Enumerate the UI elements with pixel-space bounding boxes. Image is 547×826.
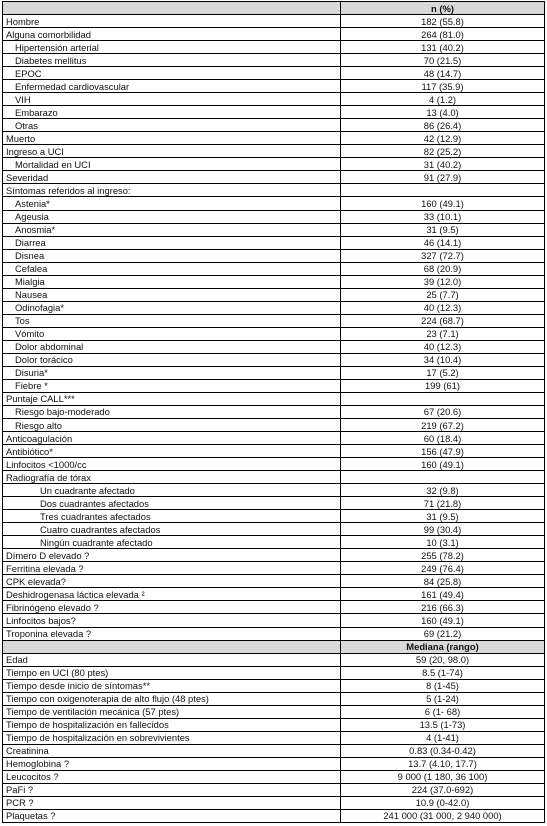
row-label: Fiebre * xyxy=(3,379,341,392)
row-value: 255 (78.2) xyxy=(341,549,545,562)
row-label: Anosmia* xyxy=(3,223,341,236)
row-label: Embarazo xyxy=(3,106,341,119)
row-label: Antibiótico* xyxy=(3,445,341,458)
table-row xyxy=(3,575,545,588)
table-row xyxy=(3,340,545,353)
row-value: 40 (12.3) xyxy=(341,301,545,314)
row-label: Radiografía de tórax xyxy=(3,471,341,484)
row-value: 8 (1-45) xyxy=(341,679,545,692)
row-value: 9 000 (1 180, 36 100) xyxy=(341,770,545,783)
row-label: VIH xyxy=(3,93,341,106)
row-value: 199 (61) xyxy=(341,379,545,392)
row-value: 40 (12.3) xyxy=(341,340,545,353)
row-value: 264 (81.0) xyxy=(341,28,545,41)
row-value: 5 (1-24) xyxy=(341,692,545,705)
table-row xyxy=(3,119,545,132)
row-value xyxy=(341,392,545,405)
row-value: 46 (14.1) xyxy=(341,236,545,249)
row-value: 42 (12.9) xyxy=(341,132,545,145)
table-row xyxy=(3,796,545,809)
row-label: CPK elevada? xyxy=(3,575,341,588)
row-value xyxy=(341,184,545,197)
table-row xyxy=(3,275,545,288)
table-row xyxy=(3,236,545,249)
row-value: 327 (72.7) xyxy=(341,249,545,262)
row-value: 31 (40.2) xyxy=(341,158,545,171)
table-row xyxy=(3,744,545,757)
row-label: Muerto xyxy=(3,132,341,145)
table-row xyxy=(3,158,545,171)
table-row xyxy=(3,471,545,484)
row-label: Dímero D elevado ? xyxy=(3,549,341,562)
row-label: Plaquetas ? xyxy=(3,809,341,822)
row-label: Nausea xyxy=(3,288,341,301)
table-row xyxy=(3,353,545,366)
table-row xyxy=(3,458,545,471)
row-label: Ageusia xyxy=(3,210,341,223)
row-label: Riesgo alto xyxy=(3,419,341,432)
row-value: 70 (21.5) xyxy=(341,54,545,67)
row-label: Linfocitos bajos? xyxy=(3,614,341,627)
row-value: 59 (20, 98.0) xyxy=(341,653,545,666)
table-row xyxy=(3,770,545,783)
row-value: 4 (1-41) xyxy=(341,731,545,744)
row-value: 84 (25.8) xyxy=(341,575,545,588)
row-value: 60 (18.4) xyxy=(341,432,545,445)
table-row xyxy=(3,705,545,718)
table-row xyxy=(3,392,545,405)
row-value: 10.9 (0-42.0) xyxy=(341,796,545,809)
table-row xyxy=(3,327,545,340)
row-value: 182 (55.8) xyxy=(341,15,545,28)
table-row xyxy=(3,15,545,28)
row-value: 48 (14.7) xyxy=(341,67,545,80)
table-row xyxy=(3,223,545,236)
table-row xyxy=(3,28,545,41)
table-row xyxy=(3,379,545,392)
row-value: 17 (5.2) xyxy=(341,366,545,379)
row-value: 13 (4.0) xyxy=(341,106,545,119)
table-row xyxy=(3,262,545,275)
table-row xyxy=(3,809,545,822)
table-row xyxy=(3,54,545,67)
header-label-cell xyxy=(3,640,341,653)
row-value: 6 (1- 68) xyxy=(341,705,545,718)
table-row xyxy=(3,783,545,796)
header-row-mediana xyxy=(3,640,545,653)
row-value: 160 (49.1) xyxy=(341,197,545,210)
row-value: 99 (30.4) xyxy=(341,523,545,536)
table-row xyxy=(3,405,545,418)
row-label: Linfocitos <1000/cc xyxy=(3,458,341,471)
table-row xyxy=(3,432,545,445)
row-value: 160 (49.1) xyxy=(341,458,545,471)
table-row xyxy=(3,197,545,210)
table-row xyxy=(3,210,545,223)
row-value: 131 (40.2) xyxy=(341,41,545,54)
row-value: 249 (76.4) xyxy=(341,562,545,575)
table-row xyxy=(3,314,545,327)
table-row xyxy=(3,484,545,497)
row-label: EPOC xyxy=(3,67,341,80)
row-value: 13.5 (1-73) xyxy=(341,718,545,731)
table-row xyxy=(3,679,545,692)
row-value: 33 (10.1) xyxy=(341,210,545,223)
row-label: Tiempo de hospitalización en fallecidos xyxy=(3,718,341,731)
row-label: Hipertensión arterial xyxy=(3,41,341,54)
row-label: Anticoagulación xyxy=(3,432,341,445)
header-mediana-rango: Mediana (rango) xyxy=(341,640,545,653)
row-value: 71 (21.8) xyxy=(341,497,545,510)
row-label: Leucocitos ? xyxy=(3,770,341,783)
row-label: Dos cuadrantes afectados xyxy=(3,497,341,510)
table-row xyxy=(3,171,545,184)
row-value: 117 (35.9) xyxy=(341,80,545,93)
row-value: 34 (10.4) xyxy=(341,353,545,366)
table-row xyxy=(3,419,545,432)
row-label: Disuria* xyxy=(3,366,341,379)
table-row xyxy=(3,588,545,601)
row-label: Ingreso a UCI xyxy=(3,145,341,158)
row-label: Hombre xyxy=(3,15,341,28)
row-label: Puntaje CALL*** xyxy=(3,392,341,405)
table-row xyxy=(3,93,545,106)
row-value: 216 (66.3) xyxy=(341,601,545,614)
table-row xyxy=(3,184,545,197)
row-value: 31 (9.5) xyxy=(341,223,545,236)
row-label: Disnea xyxy=(3,249,341,262)
row-label: Un cuadrante afectado xyxy=(3,484,341,497)
table-row xyxy=(3,562,545,575)
row-label: Hemoglobina ? xyxy=(3,757,341,770)
row-label: Dolor abdominal xyxy=(3,340,341,353)
row-value: 156 (47.9) xyxy=(341,445,545,458)
row-label: Tos xyxy=(3,314,341,327)
row-label: Ferritina elevada ? xyxy=(3,562,341,575)
row-label: Tiempo en UCI (80 ptes) xyxy=(3,666,341,679)
row-label: Mialgia xyxy=(3,275,341,288)
row-label: Tiempo de hospitalización en sobrevivientes xyxy=(3,731,341,744)
row-value: 31 (9.5) xyxy=(341,510,545,523)
patient-characteristics-table xyxy=(2,1,545,823)
table-row xyxy=(3,366,545,379)
row-value: 219 (67.2) xyxy=(341,419,545,432)
row-value: 8.5 (1-74) xyxy=(341,666,545,679)
table-row xyxy=(3,510,545,523)
row-label: Astenia* xyxy=(3,197,341,210)
row-label: Creatinina xyxy=(3,744,341,757)
table-body xyxy=(3,2,545,823)
row-label: Cuatro cuadrantes afectados xyxy=(3,523,341,536)
table-row xyxy=(3,132,545,145)
row-value: 10 (3.1) xyxy=(341,536,545,549)
table-row xyxy=(3,692,545,705)
table-row xyxy=(3,549,545,562)
table-row xyxy=(3,536,545,549)
row-label: Tres cuadrantes afectados xyxy=(3,510,341,523)
row-value: 82 (25.2) xyxy=(341,145,545,158)
table-row xyxy=(3,106,545,119)
row-label: Otras xyxy=(3,119,341,132)
row-label: Deshidrogenasa láctica elevada ² xyxy=(3,588,341,601)
table-row xyxy=(3,601,545,614)
row-label: Odinofagia* xyxy=(3,301,341,314)
table-row xyxy=(3,523,545,536)
header-n-percent: n (%) xyxy=(341,2,545,15)
row-value: 4 (1.2) xyxy=(341,93,545,106)
row-label: Troponina elevada ? xyxy=(3,627,341,640)
row-label: Alguna comorbilidad xyxy=(3,28,341,41)
row-value: 32 (9.8) xyxy=(341,484,545,497)
row-value xyxy=(341,471,545,484)
table-row xyxy=(3,249,545,262)
row-value: 160 (49.1) xyxy=(341,614,545,627)
row-value: 25 (7.7) xyxy=(341,288,545,301)
table-row xyxy=(3,627,545,640)
header-label-cell xyxy=(3,2,341,15)
row-label: PaFi ? xyxy=(3,783,341,796)
row-label: Mortalidad en UCI xyxy=(3,158,341,171)
row-value: 224 (37.0-692) xyxy=(341,783,545,796)
row-value: 13.7 (4.10, 17.7) xyxy=(341,757,545,770)
table-row xyxy=(3,67,545,80)
table-row xyxy=(3,731,545,744)
row-label: Tiempo con oxigenoterapia de alto flujo (48 ptes) xyxy=(3,692,341,705)
header-row-n xyxy=(3,2,545,15)
row-label: Tiempo de ventilación mecánica (57 ptes) xyxy=(3,705,341,718)
table-row xyxy=(3,497,545,510)
table-row xyxy=(3,757,545,770)
table-row xyxy=(3,145,545,158)
row-value: 67 (20.6) xyxy=(341,405,545,418)
table-row xyxy=(3,41,545,54)
table-row xyxy=(3,80,545,93)
row-value: 39 (12.0) xyxy=(341,275,545,288)
row-label: Cefalea xyxy=(3,262,341,275)
row-label: Edad xyxy=(3,653,341,666)
table-row xyxy=(3,718,545,731)
table-row xyxy=(3,653,545,666)
row-label: Vómito xyxy=(3,327,341,340)
row-label: Riesgo bajo-moderado xyxy=(3,405,341,418)
row-label: Ningún cuadrante afectado xyxy=(3,536,341,549)
table-row xyxy=(3,445,545,458)
row-label: Enfermedad cardiovascular xyxy=(3,80,341,93)
row-value: 241 000 (31 000, 2 940 000) xyxy=(341,809,545,822)
row-label: Severidad xyxy=(3,171,341,184)
row-value: 23 (7.1) xyxy=(341,327,545,340)
table-row xyxy=(3,301,545,314)
row-value: 91 (27.9) xyxy=(341,171,545,184)
row-label: Dolor torácico xyxy=(3,353,341,366)
table-row xyxy=(3,614,545,627)
row-value: 69 (21.2) xyxy=(341,627,545,640)
row-label: Fibrinógeno elevado ? xyxy=(3,601,341,614)
row-label: Síntomas referidos al ingreso: xyxy=(3,184,341,197)
row-value: 161 (49.4) xyxy=(341,588,545,601)
row-value: 224 (68.7) xyxy=(341,314,545,327)
row-label: Diabetes mellitus xyxy=(3,54,341,67)
table-row xyxy=(3,666,545,679)
table-row xyxy=(3,288,545,301)
row-value: 0.83 (0.34-0.42) xyxy=(341,744,545,757)
row-label: Tiempo desde inicio de síntomas** xyxy=(3,679,341,692)
row-label: Diarrea xyxy=(3,236,341,249)
row-value: 86 (26.4) xyxy=(341,119,545,132)
row-label: PCR ? xyxy=(3,796,341,809)
row-value: 68 (20.9) xyxy=(341,262,545,275)
